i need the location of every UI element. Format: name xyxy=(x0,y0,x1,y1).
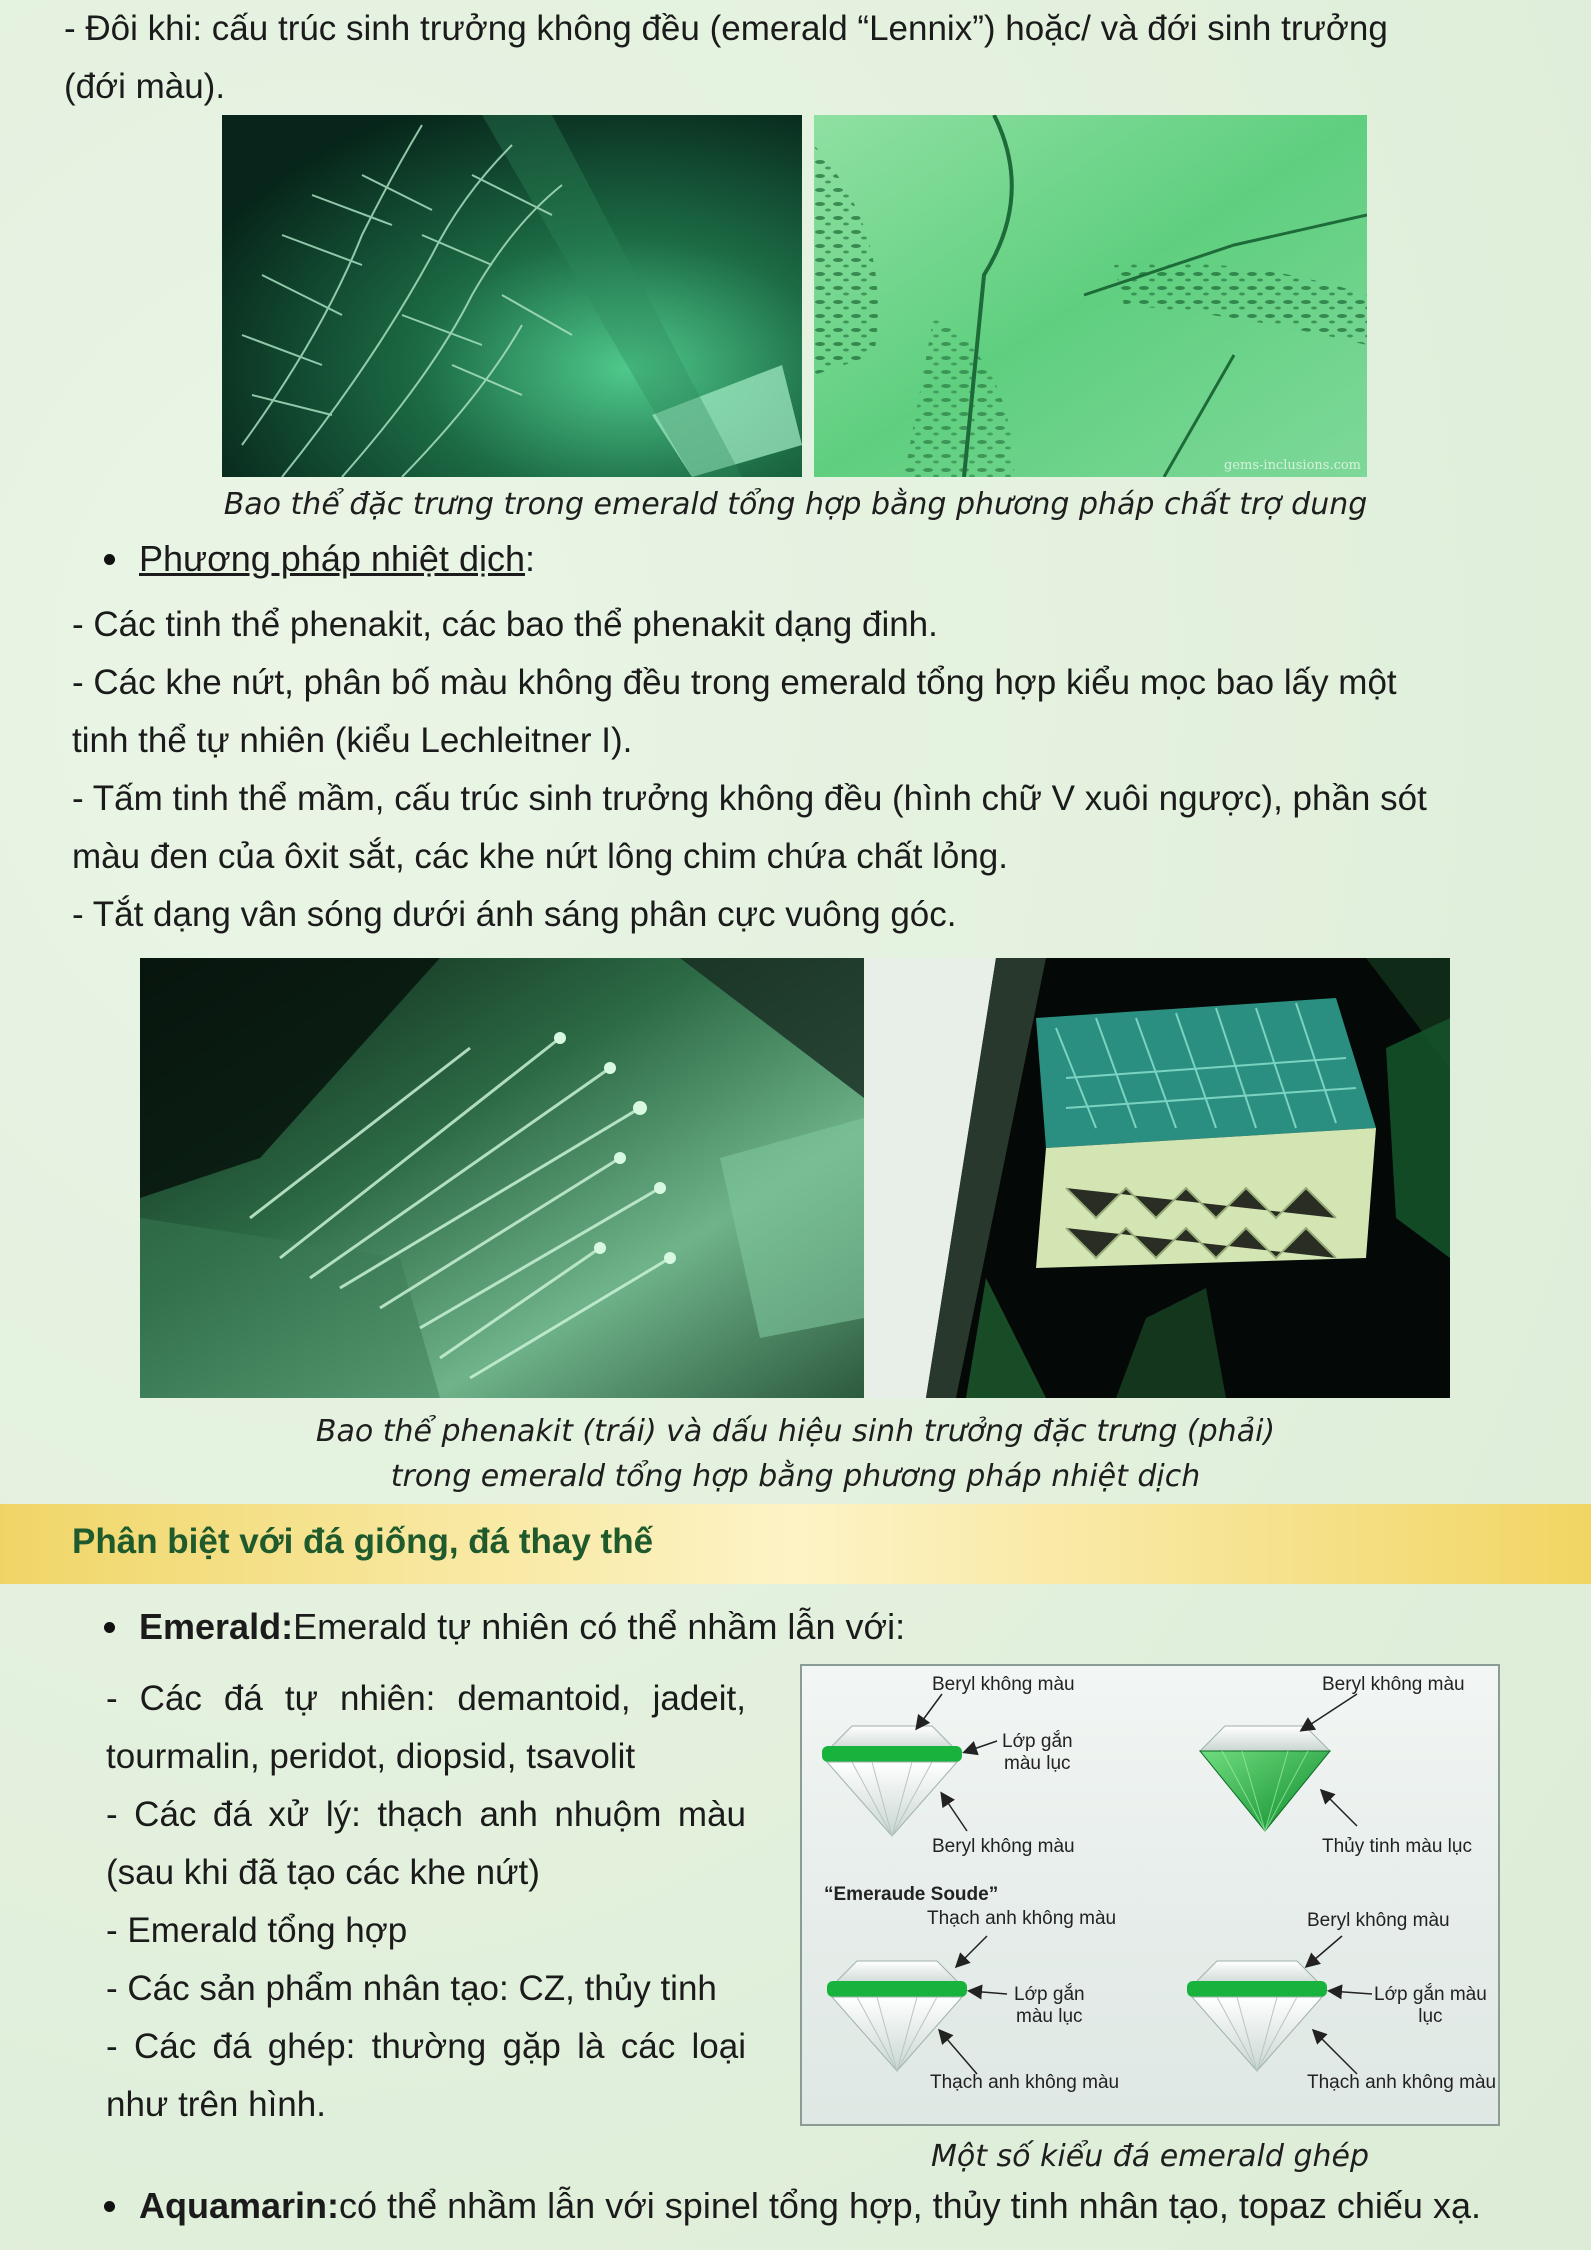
bullet-colon: : xyxy=(524,538,535,579)
hydro-line: - Các tinh thể phenakit, các bao thể phenakit dạng đinh. xyxy=(72,605,938,644)
emerald-text: Emerald tự nhiên có thể nhầm lẫn với: xyxy=(293,1606,906,1647)
caption-hydro-line-2: trong emerald tổng hợp bằng phương pháp nhiệt dịch xyxy=(390,1459,1201,1494)
phenakite-inclusion-photo xyxy=(140,958,864,1398)
hydro-line: tinh thể tự nhiên (kiểu Lechleitner I). xyxy=(72,721,633,760)
intro-line-1: - Đôi khi: cấu trúc sinh trưởng không đều (emerald “Lennix”) hoặc/ và đới sinh trưởng xyxy=(64,9,1388,48)
imitation-line: - Các sản phẩm nhân tạo: CZ, thủy tinh xyxy=(106,1969,717,2008)
imitation-line: - Emerald tổng hợp xyxy=(106,1911,408,1950)
caption-doublets: Một số kiểu đá emerald ghép xyxy=(930,2139,1370,2174)
label-bl-mid: Lớp gắn màu lục xyxy=(1014,1984,1085,2027)
watermark-text: gems-inclusions.com xyxy=(1224,458,1362,473)
label-tl-bot: Beryl không màu xyxy=(932,1836,1075,1857)
doublet-gem-tr xyxy=(1200,1726,1330,1831)
intro-line-2: (đới màu). xyxy=(64,67,226,106)
imitation-line: - Các đá ghép: thường gặp là các loại xyxy=(106,2027,746,2066)
imitation-line: - Các đá tự nhiên: demantoid, jadeit, xyxy=(106,1679,746,1718)
hydrothermal-text xyxy=(72,596,1552,944)
doublet-gem-tl xyxy=(822,1726,962,1836)
hydro-line: - Tắt dạng vân sóng dưới ánh sáng phân cực vuông góc. xyxy=(72,895,957,934)
doublet-gem-br xyxy=(1187,1961,1327,2071)
imitation-line: (sau khi đã tạo các khe nứt) xyxy=(106,1853,540,1892)
bullet-dot xyxy=(104,2201,115,2212)
hydro-line: màu đen của ôxit sắt, các khe nứt lông chim chứa chất lỏng. xyxy=(72,837,1008,876)
imitation-line: tourmalin, peridot, diopsid, tsavolit xyxy=(106,1737,636,1776)
bullet-aquamarine xyxy=(104,2177,1481,2235)
bullet-hydrothermal xyxy=(104,530,535,588)
caption-hydro-line-1: Bao thể phenakit (trái) và dấu hiệu sinh trưởng đặc trưng (phải) xyxy=(315,1414,1276,1449)
imitation-list xyxy=(106,1670,746,2134)
aquamarine-text: có thể nhầm lẫn với spinel tổng hợp, thủy tinh nhân tạo, topaz chiếu xạ. xyxy=(339,2185,1481,2226)
bullet-dot xyxy=(104,1622,115,1633)
label-bl-bot: Thạch anh không màu xyxy=(930,2072,1120,2093)
aquamarine-label: Aquamarin: xyxy=(139,2185,340,2226)
label-tr-top: Beryl không màu xyxy=(1322,1674,1465,1695)
doublet-gem-bl xyxy=(827,1961,967,2071)
hydro-line: - Tấm tinh thể mầm, cấu trúc sinh trưởng không đều (hình chữ V xuôi ngược), phần sót xyxy=(72,779,1427,818)
hydro-line: - Các khe nứt, phân bố màu không đều trong emerald tổng hợp kiểu mọc bao lấy một xyxy=(72,663,1397,702)
imitation-line: - Các đá xử lý: thạch anh nhuộm màu xyxy=(106,1795,746,1834)
bullet-dot xyxy=(104,554,115,565)
label-emeraude-soude: “Emeraude Soude” xyxy=(824,1884,999,1905)
label-br-top: Beryl không màu xyxy=(1307,1910,1450,1931)
section-title: Phân biệt với đá giống, đá thay thế xyxy=(72,1522,654,1561)
emerald-label: Emerald: xyxy=(139,1606,294,1647)
label-tl-mid: Lớp gắn màu lục xyxy=(1002,1731,1073,1774)
label-br-mid: Lớp gắn màu lục xyxy=(1374,1984,1487,2027)
caption-flux: Bao thể đặc trưng trong emerald tổng hợp bằng phương pháp chất trợ dung xyxy=(223,487,1368,522)
growth-feature-photo xyxy=(866,958,1450,1398)
bullet-hydrothermal-label: Phương pháp nhiệt dịch xyxy=(139,538,525,579)
label-br-bot: Thạch anh không màu xyxy=(1307,2072,1497,2093)
bullet-emerald xyxy=(104,1598,905,1656)
doublet-diagram xyxy=(800,1664,1500,2126)
imitation-line: như trên hình. xyxy=(106,2085,326,2124)
label-tl-top: Beryl không màu xyxy=(932,1674,1075,1695)
section-header-band xyxy=(0,1504,1591,1584)
flux-inclusion-photo-right xyxy=(814,115,1367,477)
label-bl-top: Thạch anh không màu xyxy=(927,1908,1117,1929)
flux-inclusion-photo-left xyxy=(222,115,802,477)
label-tr-bot: Thủy tinh màu lục xyxy=(1322,1836,1472,1857)
